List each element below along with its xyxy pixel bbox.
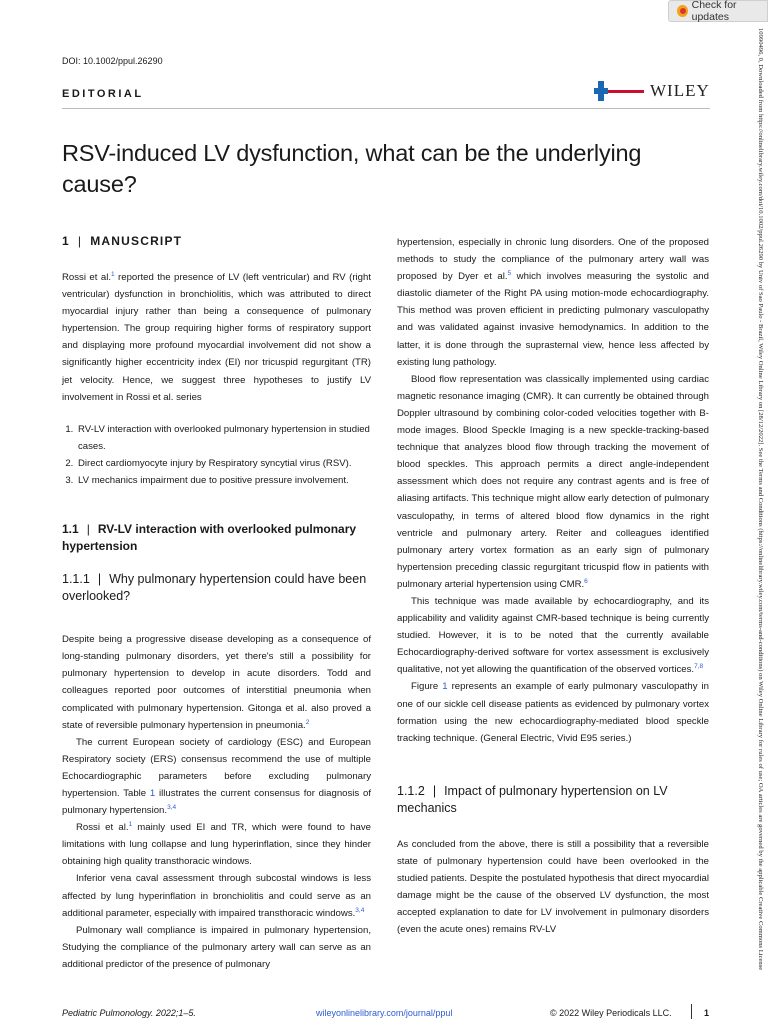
citation-link[interactable]: 1 bbox=[128, 820, 133, 828]
paragraph: As concluded from the above, there is still a possibility that a reversible state of pulmonary hypertension could have been overlooked in the studied patients. Despite the postulated hypothesis that direct myocardial damage might be the cause of the observed LV dysfunction, the most accepted explanation to date for LV involvement in pulmonary disorders (even the acute ones) remains RV-LV bbox=[397, 838, 709, 936]
check-for-updates-label: Check for updates bbox=[691, 0, 737, 23]
section-heading-1-1-2: 1.1.2 | Impact of pulmonary hypertension on LV mechanics bbox=[397, 783, 668, 815]
journal-link[interactable]: wileyonlinelibrary.com/journal/ppul bbox=[316, 1008, 453, 1018]
wiley-logo bbox=[594, 80, 712, 102]
section-heading-1 bbox=[62, 234, 371, 248]
section-heading-1-1-1: 1.1.1 | Why pulmonary hypertension could have been overlooked? bbox=[62, 572, 367, 604]
left-column bbox=[62, 234, 371, 973]
citation-link[interactable]: 3,4 bbox=[167, 803, 177, 811]
paragraph: hypertension, especially in chronic lung disorders. One of the proposed methods to study the compliance of the pulmonary artery wall was proposed by Dyer et al.$^5$ which involves measuring the systolic and diastolic diameter of the Right PA using motion-mode echocardiography. This method was proven efficient in predicting pulmonary vasculopathy and was validated against invasive hemodynamics. In addition to the latter, it is done through the suprasternal view, hence less affected by existing lung pathology. Blood flow representation was classically implemented using cardiac magnetic resonance imaging (CMR). It can currently be obtained through Doppler ultrasound by combining color-coded velocities together with B-mode images. Blood Speckle Imaging is a new speckle-tracking-based technique that analyzes blood flow through tracking the movement of blood speckles. This approach permits a direct angle-independent assessment which does not require any contrast agents and is free of aliasing artifacts. This technique might allow early detection of pulmonary vasculopathy, in terms of altered blood flow dynamics in the right ventricle and pulmonary artery. Reiter and colleagues identified pulmonary artery vortex formation as an early sign of pulmonary hypertension preceding classic regurgitant tricuspid flow in patients with pulmonary arterial hypertension using CMR.$^6$ This technique was made available by echocardiography, and its applicability and validity against CMR-based technique is being currently studied. However, it is to be noted that the currently available Echocardiography-derived software for vortex assessment is exclusively qualitative, not yet allowing the quantification of the observed vortices.$^{7,8}$ Figure 1 represents an example of early pulmonary vasculopathy in one of our sickle cell disease patients as evidenced by pulmonary vortex formation using the new echocardiography-mediated blood speckle tracking technique. (General Electric, Vivid E95 series.) bbox=[397, 237, 710, 744]
section-title: MANUSCRIPT bbox=[90, 234, 183, 248]
page-number: 1 bbox=[704, 1008, 710, 1018]
citation-link[interactable]: 5 bbox=[507, 270, 512, 277]
citation-link[interactable]: 3,4 bbox=[355, 906, 365, 914]
paragraph: Rossi et al.$^1$ reported the presence of LV (left ventricular) and RV (right ventricular) dysfunction in bronchiolitis, which was attributed to direct myocardial injury rather than being a consequence of pulmonary hypertension. The group requiring higher forms of respiratory support and displaying more profound myocardial involvement did not show a significantly higher eccentricity index (EI) nor tricuspid regurgitant (TR) jet velocity. Hence, we suggest three hypotheses to justify LV involvement in Rossi et al. series bbox=[62, 270, 371, 403]
crossmark-icon bbox=[677, 5, 688, 17]
citation-link[interactable]: 2 bbox=[305, 718, 310, 726]
section-label: EDITORIAL bbox=[62, 88, 144, 100]
list-item: 2. Direct cardiomyocyte injury by Respiratory syncytial virus (RSV). bbox=[76, 455, 371, 472]
figure-link[interactable]: 1 bbox=[442, 681, 448, 693]
table-link[interactable]: 1 bbox=[149, 787, 156, 799]
hypotheses-list bbox=[62, 421, 371, 489]
journal-cross-icon bbox=[594, 81, 644, 101]
header-rule bbox=[62, 108, 710, 109]
check-for-updates-button[interactable] bbox=[668, 0, 768, 22]
footer-copyright: © 2022 Wiley Periodicals LLC. bbox=[550, 1008, 672, 1018]
right-column bbox=[397, 234, 709, 938]
citation-link[interactable]: 7,8 bbox=[694, 663, 704, 671]
footer-citation: Pediatric Pulmonology. 2022;1–5. bbox=[62, 1008, 196, 1018]
citation-link[interactable]: 1 bbox=[111, 270, 115, 278]
section-separator: | bbox=[77, 234, 83, 248]
footer-divider bbox=[691, 1004, 692, 1019]
list-item: 1. RV-LV interaction with overlooked pulmonary hypertension in studied cases. bbox=[76, 421, 371, 455]
download-notice-strip: 10990496, 0, Downloaded from https://onlinelibrary.wiley.com/doi/10.1002/ppul.26290 by Univ of Sao Paulo - Brazil, Wiley Online Library on [28/12/2022]. See the Terms and Conditions (https://onlinelibrary.wiley.com/terms-and-conditions) on Wiley Online Library for rules of use; OA articles are governed by the applicable Creative Commons License bbox=[757, 28, 764, 971]
doi-line: DOI: 10.1002/ppul.26290 bbox=[62, 56, 163, 66]
list-item: 3. LV mechanics impairment due to positive pressure involvement. bbox=[76, 472, 371, 489]
publisher-wordmark: WILEY bbox=[650, 81, 710, 100]
citation-link[interactable]: 6 bbox=[584, 577, 588, 585]
section-heading-1-1: 1.1 | RV-LV interaction with overlooked pulmonary hypertension bbox=[62, 522, 357, 554]
section-number: 1 bbox=[62, 234, 70, 248]
paragraph: Despite being a progressive disease developing as a consequence of long-standing pulmonary disorders, yet there's still a possibility for pulmonary hypertension to develop in acute disorders. Todd and colleagues reported poor outcomes of interstitial pneumonia when complicated with pulmonary hypertension. Gitonga et al. also proved a state of reversible pulmonary hypertension in pneumonia.$^2$ The current European society of cardiology (ESC) and European Respiratory society (ERS) consensus recommend the use of multiple Echocardiographic parameters before excluding pulmonary hypertension. Table 1 illustrates the current consensus for diagnosis of pulmonary hypertension.$^{3,4}$ Rossi et al.$^1$ mainly used EI and TR, which were found to have limitations with lung collapse and lung hyperinflation, since they hinder obtaining high quality transthoracic windows. Inferior vena caval assessment through subcostal windows is less affected by lung hyperinflation in bronchiolitis and could serve as an additional parameter, especially with impaired transthoracic windows.$^{3,4}$ Pulmonary wall compliance is impaired in pulmonary hypertension, Studying the compliance of the pulmonary artery wall can serve as an additional predictor of the presence of pulmonary bbox=[62, 634, 371, 970]
article-title: RSV-induced LV dysfunction, what can be the underlying cause? bbox=[62, 140, 642, 197]
